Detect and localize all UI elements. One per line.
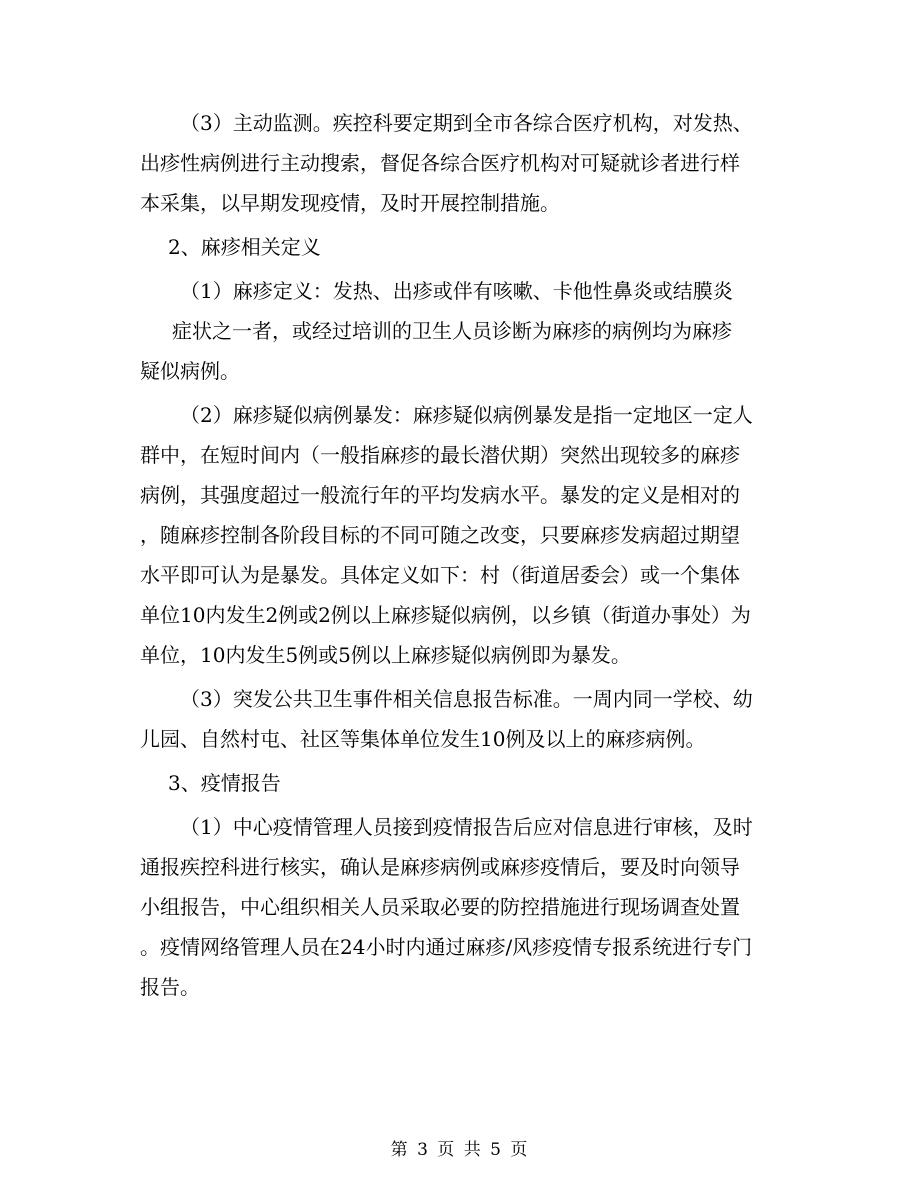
- paragraph-active-monitoring: [140, 103, 780, 223]
- text-line: （2）麻疹疑似病例暴发：麻疹疑似病例暴发是指一定地区一定人: [180, 403, 753, 427]
- text-line: 报告。: [140, 975, 200, 999]
- paragraph-report-procedure: [140, 807, 780, 1007]
- text-line: 症状之一者，或经过培训的卫生人员诊断为麻疹的病例均为麻疹: [172, 319, 732, 343]
- text-line: 群中，在短时间内（一般指麻疹的最长潜伏期）突然出现较多的麻疹: [140, 443, 740, 467]
- text-line: （1）麻疹定义：发热、出疹或伴有咳嗽、卡他性鼻炎或结膜炎: [180, 279, 733, 303]
- text-line: 单位10内发生2例或2例以上麻疹疑似病例，以乡镇（街道办事处）为: [140, 603, 751, 627]
- text-line: 病例，其强度超过一般流行年的平均发病水平。暴发的定义是相对的: [140, 483, 740, 507]
- heading-text: 2、麻疹相关定义: [168, 235, 321, 259]
- text-line: 出疹性病例进行主动搜索，督促各综合医疗机构对可疑就诊者进行样: [140, 151, 740, 175]
- text-line: （1）中心疫情管理人员接到疫情报告后应对信息进行审核，及时: [180, 815, 753, 839]
- text-line: 。疫情网络管理人员在24小时内通过麻疹/风疹疫情专报系统进行专门: [140, 935, 753, 959]
- text-line: ，随麻疹控制各阶段目标的不同可随之改变，只要麻疹发病超过期望: [140, 523, 740, 547]
- paragraph-reporting-standard: [140, 679, 780, 759]
- text-line: 儿园、自然村屯、社区等集体单位发生10例及以上的麻疹病例。: [140, 727, 706, 751]
- text-line: 水平即可认为是暴发。具体定义如下：村（街道居委会）或一个集体: [140, 563, 740, 587]
- section-heading-measles-definitions: [140, 227, 780, 267]
- paragraph-measles-definition: [140, 271, 780, 391]
- section-heading-epidemic-report: [140, 763, 780, 803]
- text-line: 本采集，以早期发现疫情，及时开展控制措施。: [140, 191, 560, 215]
- page-number-footer: 第 3 页 共 5 页: [390, 1140, 530, 1160]
- text-line: 小组报告，中心组织相关人员采取必要的防控措施进行现场调查处置: [140, 895, 740, 919]
- text-line: 疑似病例。: [140, 359, 240, 383]
- document-body: [140, 103, 780, 1007]
- text-line: （3）突发公共卫生事件相关信息报告标准。一周内同一学校、幼: [180, 687, 753, 711]
- text-line: （3）主动监测。疾控科要定期到全市各综合医疗机构，对发热、: [180, 111, 753, 135]
- paragraph-suspected-outbreak: [140, 395, 780, 675]
- text-line: 单位，10内发生5例或5例以上麻疹疑似病例即为暴发。: [140, 643, 631, 667]
- text-line: 通报疾控科进行核实，确认是麻疹病例或麻疹疫情后，要及时向领导: [140, 855, 740, 879]
- heading-text: 3、疫情报告: [168, 771, 281, 795]
